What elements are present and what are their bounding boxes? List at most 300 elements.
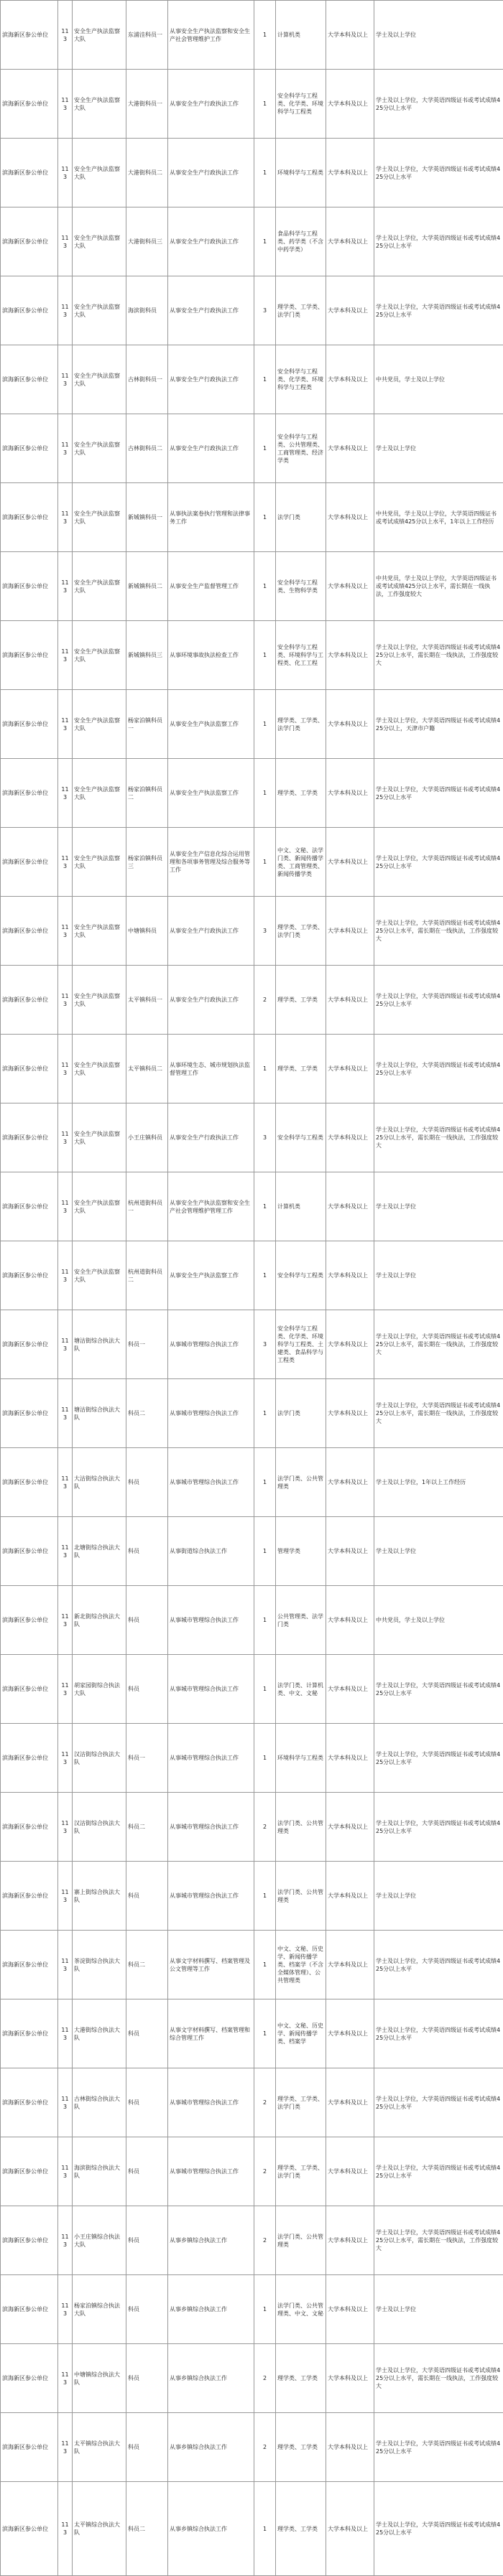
headcount-cell: 1 xyxy=(254,345,276,414)
unit-code-cell: 113 xyxy=(58,345,73,414)
position-name-cell: 太平镇科员一 xyxy=(126,966,168,1035)
unit-code-cell: 113 xyxy=(58,966,73,1035)
major-requirement-cell: 法学门类、公共管理类 xyxy=(276,1862,326,1931)
other-requirement-cell: 学士及以上学位，1年以上工作经历 xyxy=(374,1448,503,1517)
recruiting-unit-cell: 汉沽街综合执法大队 xyxy=(73,1724,126,1793)
recruiting-unit-cell: 塘沽街综合执法大队 xyxy=(73,1379,126,1448)
table-row xyxy=(1,1310,503,1379)
job-duty-cell: 从事城市管理综合执法工作 xyxy=(168,2068,254,2137)
job-duty-cell: 从事城市管理综合执法工作 xyxy=(168,1586,254,1655)
unit-code-cell: 113 xyxy=(58,1517,73,1586)
recruiting-unit-cell: 大港街综合执法大队 xyxy=(73,1999,126,2068)
major-requirement-cell: 理学类、工学类 xyxy=(276,2482,326,2576)
position-name-cell: 杭州道街科员二 xyxy=(126,1241,168,1310)
job-duty-cell: 从事乡镇综合执法工作 xyxy=(168,2482,254,2576)
unit-code-cell: 113 xyxy=(58,759,73,828)
education-requirement-cell: 大学本科及以上 xyxy=(326,2413,374,2482)
unit-code-cell: 113 xyxy=(58,1448,73,1517)
unit-code-cell: 113 xyxy=(58,1,73,70)
job-duty-cell: 从事安全生产信息化综合运用管理和各项事务管理及综合服务等工作 xyxy=(168,828,254,897)
department-cell: 滨海新区参公单位 xyxy=(1,2206,58,2275)
recruiting-unit-cell: 汉沽街综合执法大队 xyxy=(73,1793,126,1862)
education-requirement-cell: 大学本科及以上 xyxy=(326,276,374,345)
education-requirement-cell: 大学本科及以上 xyxy=(326,1241,374,1310)
department-cell: 滨海新区参公单位 xyxy=(1,1103,58,1172)
table-row xyxy=(1,759,503,828)
major-requirement-cell: 法学门类 xyxy=(276,483,326,552)
major-requirement-cell: 公共管理类、法学门类 xyxy=(276,1586,326,1655)
other-requirement-cell: 中共党员，学士及以上学位 xyxy=(374,1586,503,1655)
headcount-cell: 1 xyxy=(254,1862,276,1931)
department-cell: 滨海新区参公单位 xyxy=(1,1586,58,1655)
headcount-cell: 2 xyxy=(254,1793,276,1862)
major-requirement-cell: 安全科学与工程类、公共管理类、工商管理类、经济学类 xyxy=(276,414,326,483)
other-requirement-cell: 学士及以上学位，大学英语四级证书或考试成绩425分以上水平 xyxy=(374,2482,503,2576)
department-cell: 滨海新区参公单位 xyxy=(1,1655,58,1724)
table-row xyxy=(1,897,503,966)
position-name-cell: 古林街科员一 xyxy=(126,345,168,414)
table-row xyxy=(1,1655,503,1724)
position-name-cell: 科员 xyxy=(126,2275,168,2344)
recruiting-unit-cell: 安全生产执法监察大队 xyxy=(73,1103,126,1172)
recruiting-unit-cell: 茶淀街综合执法大队 xyxy=(73,1931,126,1999)
other-requirement-cell: 学士及以上学位，大学英语四级证书或考试成绩425分以上水平 xyxy=(374,1793,503,1862)
department-cell: 滨海新区参公单位 xyxy=(1,759,58,828)
recruiting-unit-cell: 安全生产执法监察大队 xyxy=(73,414,126,483)
education-requirement-cell: 大学本科及以上 xyxy=(326,1586,374,1655)
position-name-cell: 科员二 xyxy=(126,1931,168,1999)
table-row xyxy=(1,621,503,690)
job-duty-cell: 从事安全生产执法监察工作 xyxy=(168,759,254,828)
education-requirement-cell: 大学本科及以上 xyxy=(326,1862,374,1931)
major-requirement-cell: 安全科学与工程类、化学类、环境科学与工程类、土建类、食品科学与工程类 xyxy=(276,1310,326,1379)
job-duty-cell: 从事安全生产行政执法工作 xyxy=(168,207,254,276)
unit-code-cell: 113 xyxy=(58,483,73,552)
headcount-cell: 3 xyxy=(254,1310,276,1379)
headcount-cell: 1 xyxy=(254,1,276,70)
headcount-cell: 1 xyxy=(254,1999,276,2068)
education-requirement-cell: 大学本科及以上 xyxy=(326,1379,374,1448)
unit-code-cell: 113 xyxy=(58,828,73,897)
job-duty-cell: 从事乡镇综合执法工作 xyxy=(168,2344,254,2413)
table-row xyxy=(1,1793,503,1862)
headcount-cell: 1 xyxy=(254,414,276,483)
job-duty-cell: 从事城市管理综合执法工作 xyxy=(168,1793,254,1862)
recruiting-unit-cell: 安全生产执法监察大队 xyxy=(73,70,126,139)
table-row xyxy=(1,2206,503,2275)
job-duty-cell: 从事城市管理综合执法工作 xyxy=(168,1862,254,1931)
major-requirement-cell: 中文、文秘、历史学、新闻传播学类、档案学 xyxy=(276,1999,326,2068)
table-body xyxy=(1,1,503,2576)
job-duty-cell: 从事安全生产行政执法工作 xyxy=(168,345,254,414)
headcount-cell: 3 xyxy=(254,1103,276,1172)
major-requirement-cell: 安全科学与工程类、生物科学类 xyxy=(276,552,326,621)
other-requirement-cell: 学士及以上学位，大学英语四级证书或考试成绩425分以上水平 xyxy=(374,276,503,345)
headcount-cell: 1 xyxy=(254,2482,276,2576)
education-requirement-cell: 大学本科及以上 xyxy=(326,2344,374,2413)
table-row xyxy=(1,70,503,139)
other-requirement-cell: 学士及以上学位，大学英语四级证书或考试成绩425分以上，天津市户籍 xyxy=(374,690,503,759)
job-duty-cell: 从事安全生产行政执法工作 xyxy=(168,70,254,139)
table-row xyxy=(1,483,503,552)
recruiting-unit-cell: 中塘镇综合执法大队 xyxy=(73,2344,126,2413)
unit-code-cell: 113 xyxy=(58,2344,73,2413)
position-name-cell: 科员 xyxy=(126,2206,168,2275)
major-requirement-cell: 理学类、工学类、法学门类 xyxy=(276,690,326,759)
department-cell: 滨海新区参公单位 xyxy=(1,70,58,139)
department-cell: 滨海新区参公单位 xyxy=(1,966,58,1035)
headcount-cell: 2 xyxy=(254,2068,276,2137)
other-requirement-cell: 学士及以上学位 xyxy=(374,1,503,70)
job-duty-cell: 从事安全生产行政执法工作 xyxy=(168,897,254,966)
other-requirement-cell: 学士及以上学位 xyxy=(374,1172,503,1241)
unit-code-cell: 113 xyxy=(58,1172,73,1241)
other-requirement-cell: 学士及以上学位，大学英语四级证书或考试成绩425分以上水平，需长期在一线执法，工作强度较大 xyxy=(374,621,503,690)
position-name-cell: 科员二 xyxy=(126,1793,168,1862)
other-requirement-cell: 学士及以上学位，大学英语四级证书或考试成绩425分以上水平 xyxy=(374,1999,503,2068)
major-requirement-cell: 安全科学与工程类、环境科学与工程类、化工工程 xyxy=(276,621,326,690)
table-row xyxy=(1,1999,503,2068)
position-name-cell: 科员一 xyxy=(126,1310,168,1379)
headcount-cell: 1 xyxy=(254,1724,276,1793)
position-name-cell: 小王庄镇科员 xyxy=(126,1103,168,1172)
other-requirement-cell: 学士及以上学位，大学英语四级证书或考试成绩425分以上水平 xyxy=(374,1655,503,1724)
education-requirement-cell: 大学本科及以上 xyxy=(326,1172,374,1241)
position-name-cell: 科员 xyxy=(126,1448,168,1517)
other-requirement-cell: 学士及以上学位，大学英语四级证书或考试成绩425分以上水平 xyxy=(374,828,503,897)
job-duty-cell: 从事执法案卷执行管理和法律事务工作 xyxy=(168,483,254,552)
headcount-cell: 1 xyxy=(254,70,276,139)
job-duty-cell: 从事文字材料撰写、档案管理和综合管理工作 xyxy=(168,1999,254,2068)
position-name-cell: 科员 xyxy=(126,1517,168,1586)
table-row xyxy=(1,1035,503,1103)
recruiting-unit-cell: 安全生产执法监察大队 xyxy=(73,1,126,70)
major-requirement-cell: 安全科学与工程类 xyxy=(276,1241,326,1310)
unit-code-cell: 113 xyxy=(58,2137,73,2206)
unit-code-cell: 113 xyxy=(58,2413,73,2482)
table-row xyxy=(1,1379,503,1448)
position-name-cell: 新城镇科员二 xyxy=(126,552,168,621)
education-requirement-cell: 大学本科及以上 xyxy=(326,1655,374,1724)
education-requirement-cell: 大学本科及以上 xyxy=(326,414,374,483)
position-name-cell: 大港街科员一 xyxy=(126,70,168,139)
major-requirement-cell: 理学类、工学类、法学门类 xyxy=(276,2137,326,2206)
job-duty-cell: 从事安全生产执法监察和安全生产社会管理维护工作 xyxy=(168,1,254,70)
recruiting-unit-cell: 海滨街综合执法大队 xyxy=(73,2137,126,2206)
recruiting-unit-cell: 安全生产执法监察大队 xyxy=(73,897,126,966)
unit-code-cell: 113 xyxy=(58,70,73,139)
recruiting-unit-cell: 安全生产执法监察大队 xyxy=(73,207,126,276)
position-name-cell: 新城镇科员一 xyxy=(126,483,168,552)
position-name-cell: 太平镇科员二 xyxy=(126,1035,168,1103)
education-requirement-cell: 大学本科及以上 xyxy=(326,2068,374,2137)
recruiting-unit-cell: 安全生产执法监察大队 xyxy=(73,552,126,621)
other-requirement-cell: 学士及以上学位 xyxy=(374,1517,503,1586)
major-requirement-cell: 理学类、工学类、法学门类 xyxy=(276,2068,326,2137)
headcount-cell: 1 xyxy=(254,1517,276,1586)
recruiting-unit-cell: 古林街综合执法大队 xyxy=(73,2068,126,2137)
job-duty-cell: 从事乡镇综合执法工作 xyxy=(168,2413,254,2482)
headcount-cell: 3 xyxy=(254,897,276,966)
table-row xyxy=(1,2068,503,2137)
job-duty-cell: 从事安全生产行政执法工作 xyxy=(168,276,254,345)
department-cell: 滨海新区参公单位 xyxy=(1,414,58,483)
headcount-cell: 2 xyxy=(254,2206,276,2275)
education-requirement-cell: 大学本科及以上 xyxy=(326,1103,374,1172)
table-row xyxy=(1,2344,503,2413)
other-requirement-cell: 学士及以上学位，大学英语四级证书或考试成绩425分以上水平，需长期在一线执法，工作强度较大 xyxy=(374,1103,503,1172)
education-requirement-cell: 大学本科及以上 xyxy=(326,2206,374,2275)
recruiting-unit-cell: 安全生产执法监察大队 xyxy=(73,139,126,207)
position-name-cell: 古林街科员二 xyxy=(126,414,168,483)
education-requirement-cell: 大学本科及以上 xyxy=(326,2482,374,2576)
position-name-cell: 科员 xyxy=(126,2068,168,2137)
education-requirement-cell: 大学本科及以上 xyxy=(326,1,374,70)
department-cell: 滨海新区参公单位 xyxy=(1,2275,58,2344)
education-requirement-cell: 大学本科及以上 xyxy=(326,2275,374,2344)
unit-code-cell: 113 xyxy=(58,1862,73,1931)
major-requirement-cell: 法学门类、公共管理类、中文、文秘 xyxy=(276,2275,326,2344)
position-name-cell: 中塘镇科员 xyxy=(126,897,168,966)
position-name-cell: 科员 xyxy=(126,1999,168,2068)
table-row xyxy=(1,1862,503,1931)
headcount-cell: 2 xyxy=(254,2344,276,2413)
table-row xyxy=(1,1931,503,1999)
department-cell: 滨海新区参公单位 xyxy=(1,690,58,759)
table-row xyxy=(1,828,503,897)
headcount-cell: 2 xyxy=(254,966,276,1035)
department-cell: 滨海新区参公单位 xyxy=(1,2344,58,2413)
job-duty-cell: 从事乡镇综合执法工作 xyxy=(168,2206,254,2275)
table-row xyxy=(1,552,503,621)
unit-code-cell: 113 xyxy=(58,414,73,483)
education-requirement-cell: 大学本科及以上 xyxy=(326,690,374,759)
unit-code-cell: 113 xyxy=(58,2275,73,2344)
unit-code-cell: 113 xyxy=(58,1103,73,1172)
table-row xyxy=(1,1586,503,1655)
department-cell: 滨海新区参公单位 xyxy=(1,552,58,621)
education-requirement-cell: 大学本科及以上 xyxy=(326,1999,374,2068)
job-duty-cell: 从事城市管理综合执法工作 xyxy=(168,1448,254,1517)
education-requirement-cell: 大学本科及以上 xyxy=(326,1035,374,1103)
table-row xyxy=(1,2413,503,2482)
other-requirement-cell: 学士及以上学位 xyxy=(374,2275,503,2344)
department-cell: 滨海新区参公单位 xyxy=(1,345,58,414)
other-requirement-cell: 学士及以上学位 xyxy=(374,414,503,483)
headcount-cell: 1 xyxy=(254,1172,276,1241)
recruiting-unit-cell: 胡家园街综合执法大队 xyxy=(73,1655,126,1724)
recruiting-unit-cell: 塘沽街综合执法大队 xyxy=(73,1310,126,1379)
education-requirement-cell: 大学本科及以上 xyxy=(326,552,374,621)
position-name-cell: 大港街科员二 xyxy=(126,139,168,207)
position-name-cell: 杨家泊镇科员三 xyxy=(126,828,168,897)
other-requirement-cell: 学士及以上学位，大学英语四级证书或考试成绩425分以上水平，需长期在一线执法，工作强度较大 xyxy=(374,897,503,966)
recruiting-unit-cell: 杨家泊镇综合执法大队 xyxy=(73,2275,126,2344)
unit-code-cell: 113 xyxy=(58,2206,73,2275)
table-row xyxy=(1,1,503,70)
department-cell: 滨海新区参公单位 xyxy=(1,1035,58,1103)
job-duty-cell: 从事安全生产执法监察工作 xyxy=(168,690,254,759)
other-requirement-cell: 学士及以上学位，大学英语四级证书或考试成绩425分以上水平 xyxy=(374,759,503,828)
unit-code-cell: 113 xyxy=(58,139,73,207)
major-requirement-cell: 计算机类 xyxy=(276,1,326,70)
education-requirement-cell: 大学本科及以上 xyxy=(326,345,374,414)
position-name-cell: 科员 xyxy=(126,1862,168,1931)
headcount-cell: 1 xyxy=(254,207,276,276)
recruiting-unit-cell: 小王庄镇综合执法大队 xyxy=(73,2206,126,2275)
recruiting-unit-cell: 安全生产执法监察大队 xyxy=(73,483,126,552)
job-duty-cell: 从事城市管理综合执法工作 xyxy=(168,1310,254,1379)
education-requirement-cell: 大学本科及以上 xyxy=(326,139,374,207)
other-requirement-cell: 学士及以上学位，大学英语四级证书或考试成绩425分以上水平 xyxy=(374,139,503,207)
unit-code-cell: 113 xyxy=(58,690,73,759)
department-cell: 滨海新区参公单位 xyxy=(1,1,58,70)
headcount-cell: 1 xyxy=(254,759,276,828)
position-name-cell: 科员二 xyxy=(126,2482,168,2576)
major-requirement-cell: 法学门类、公共管理类 xyxy=(276,2206,326,2275)
education-requirement-cell: 大学本科及以上 xyxy=(326,1517,374,1586)
recruiting-unit-cell: 太平镇综合执法大队 xyxy=(73,2482,126,2576)
education-requirement-cell: 大学本科及以上 xyxy=(326,1310,374,1379)
recruiting-unit-cell: 大沽街综合执法大队 xyxy=(73,1448,126,1517)
table-row xyxy=(1,1517,503,1586)
recruiting-unit-cell: 安全生产执法监察大队 xyxy=(73,759,126,828)
headcount-cell: 1 xyxy=(254,552,276,621)
unit-code-cell: 113 xyxy=(58,621,73,690)
major-requirement-cell: 安全科学与工程类、化学类、环境科学与工程类 xyxy=(276,70,326,139)
major-requirement-cell: 理学类、工学类、法学门类 xyxy=(276,276,326,345)
position-name-cell: 杨家泊镇科员一 xyxy=(126,690,168,759)
job-duty-cell: 从事安全生产执法监察工作 xyxy=(168,1241,254,1310)
headcount-cell: 1 xyxy=(254,1035,276,1103)
education-requirement-cell: 大学本科及以上 xyxy=(326,759,374,828)
recruiting-unit-cell: 安全生产执法监察大队 xyxy=(73,966,126,1035)
recruiting-unit-cell: 安全生产执法监察大队 xyxy=(73,345,126,414)
department-cell: 滨海新区参公单位 xyxy=(1,483,58,552)
major-requirement-cell: 法学门类 xyxy=(276,1379,326,1448)
table-row xyxy=(1,1448,503,1517)
department-cell: 滨海新区参公单位 xyxy=(1,276,58,345)
other-requirement-cell: 学士及以上学位，大学英语四级证书或考试成绩425分以上水平，需长期在一线执法，工作强度较大 xyxy=(374,1310,503,1379)
recruiting-unit-cell: 安全生产执法监察大队 xyxy=(73,1035,126,1103)
education-requirement-cell: 大学本科及以上 xyxy=(326,70,374,139)
unit-code-cell: 113 xyxy=(58,897,73,966)
job-duty-cell: 从事安全生产执法监察和安全生产社会管理维护管理工作 xyxy=(168,1172,254,1241)
department-cell: 滨海新区参公单位 xyxy=(1,1999,58,2068)
other-requirement-cell: 学士及以上学位，大学英语四级证书或考试成绩425分以上水平 xyxy=(374,2413,503,2482)
headcount-cell: 1 xyxy=(254,1586,276,1655)
position-name-cell: 科员一 xyxy=(126,1724,168,1793)
major-requirement-cell: 理学类、工学类 xyxy=(276,966,326,1035)
table-row xyxy=(1,345,503,414)
major-requirement-cell: 计算机类 xyxy=(276,1172,326,1241)
education-requirement-cell: 大学本科及以上 xyxy=(326,897,374,966)
job-duty-cell: 从事安全生产行政执法工作 xyxy=(168,966,254,1035)
table-row xyxy=(1,139,503,207)
recruiting-unit-cell: 安全生产执法监察大队 xyxy=(73,276,126,345)
headcount-cell: 1 xyxy=(254,1655,276,1724)
other-requirement-cell: 中共党员，学士及以上学位 xyxy=(374,345,503,414)
unit-code-cell: 113 xyxy=(58,1655,73,1724)
education-requirement-cell: 大学本科及以上 xyxy=(326,1931,374,1999)
position-name-cell: 科员 xyxy=(126,1586,168,1655)
position-name-cell: 杨家泊镇科员二 xyxy=(126,759,168,828)
department-cell: 滨海新区参公单位 xyxy=(1,1862,58,1931)
unit-code-cell: 113 xyxy=(58,276,73,345)
other-requirement-cell: 学士及以上学位，大学英语四级证书或考试成绩425分以上水平 xyxy=(374,2068,503,2137)
major-requirement-cell: 理学类、工学类 xyxy=(276,2344,326,2413)
department-cell: 滨海新区参公单位 xyxy=(1,2137,58,2206)
headcount-cell: 2 xyxy=(254,2137,276,2206)
department-cell: 滨海新区参公单位 xyxy=(1,1724,58,1793)
other-requirement-cell: 学士及以上学位，大学英语四级证书或考试成绩425分以上水平 xyxy=(374,1931,503,1999)
unit-code-cell: 113 xyxy=(58,1793,73,1862)
department-cell: 滨海新区参公单位 xyxy=(1,1241,58,1310)
headcount-cell: 1 xyxy=(254,2275,276,2344)
major-requirement-cell: 环境科学与工程类 xyxy=(276,1724,326,1793)
education-requirement-cell: 大学本科及以上 xyxy=(326,966,374,1035)
department-cell: 滨海新区参公单位 xyxy=(1,2413,58,2482)
education-requirement-cell: 大学本科及以上 xyxy=(326,1793,374,1862)
job-duty-cell: 从事文字材料撰写、档案管理及公文管理等工作 xyxy=(168,1931,254,1999)
unit-code-cell: 113 xyxy=(58,1035,73,1103)
table-row xyxy=(1,1103,503,1172)
department-cell: 滨海新区参公单位 xyxy=(1,2482,58,2576)
position-name-cell: 科员 xyxy=(126,2344,168,2413)
other-requirement-cell: 学士及以上学位，大学英语四级证书或考试成绩425分以上水平，需长期在一线执法，工作强度较大 xyxy=(374,2344,503,2413)
other-requirement-cell: 学士及以上学位，大学英语四级证书或考试成绩425分以上水平，需长期在一线执法，工作强度较大 xyxy=(374,2206,503,2275)
other-requirement-cell: 学士及以上学位，大学英语四级证书或考试成绩425分以上水平 xyxy=(374,1035,503,1103)
other-requirement-cell: 中共党员，学士及以上学位，大学英语四级证书或考试成绩425分以上水平，需长期在一线执法，工作强度较大 xyxy=(374,552,503,621)
table-row xyxy=(1,1172,503,1241)
position-name-cell: 杭州道街科员一 xyxy=(126,1172,168,1241)
unit-code-cell: 113 xyxy=(58,1931,73,1999)
job-duty-cell: 从事乡镇综合执法工作 xyxy=(168,2275,254,2344)
department-cell: 滨海新区参公单位 xyxy=(1,139,58,207)
recruiting-unit-cell: 安全生产执法监察大队 xyxy=(73,621,126,690)
position-name-cell: 海滨街科员 xyxy=(126,276,168,345)
major-requirement-cell: 法学门类、计算机类、中文、文秘 xyxy=(276,1655,326,1724)
recruiting-unit-cell: 安全生产执法监察大队 xyxy=(73,1172,126,1241)
department-cell: 滨海新区参公单位 xyxy=(1,1931,58,1999)
position-name-cell: 科员二 xyxy=(126,1379,168,1448)
major-requirement-cell: 理学类、工学类 xyxy=(276,2413,326,2482)
education-requirement-cell: 大学本科及以上 xyxy=(326,1448,374,1517)
position-name-cell: 科员 xyxy=(126,2137,168,2206)
job-duty-cell: 从事街道综合执法工作 xyxy=(168,1517,254,1586)
department-cell: 滨海新区参公单位 xyxy=(1,1310,58,1379)
education-requirement-cell: 大学本科及以上 xyxy=(326,2137,374,2206)
education-requirement-cell: 大学本科及以上 xyxy=(326,621,374,690)
job-duty-cell: 从事环境事故执法检查工作 xyxy=(168,621,254,690)
department-cell: 滨海新区参公单位 xyxy=(1,1379,58,1448)
headcount-cell: 3 xyxy=(254,276,276,345)
major-requirement-cell: 安全科学与工程类 xyxy=(276,1103,326,1172)
table-row xyxy=(1,276,503,345)
department-cell: 滨海新区参公单位 xyxy=(1,207,58,276)
table-row xyxy=(1,414,503,483)
recruiting-unit-cell: 寨上街综合执法大队 xyxy=(73,1862,126,1931)
job-duty-cell: 从事安全生产行政执法工作 xyxy=(168,1103,254,1172)
education-requirement-cell: 大学本科及以上 xyxy=(326,207,374,276)
other-requirement-cell: 学士及以上学位 xyxy=(374,1862,503,1931)
job-duty-cell: 从事城市管理综合执法工作 xyxy=(168,1379,254,1448)
table-row xyxy=(1,690,503,759)
job-duty-cell: 从事安全生产监督管理工作 xyxy=(168,552,254,621)
recruiting-unit-cell: 安全生产执法监察大队 xyxy=(73,690,126,759)
other-requirement-cell: 学士及以上学位 xyxy=(374,1241,503,1310)
headcount-cell: 1 xyxy=(254,690,276,759)
